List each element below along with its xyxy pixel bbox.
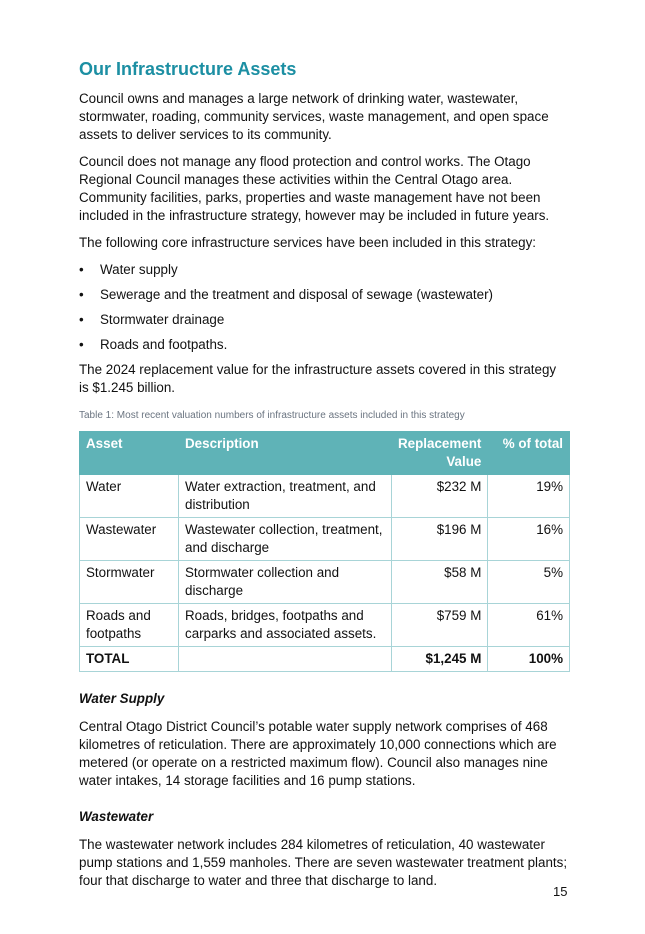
header-percent-total: % of total	[488, 432, 570, 475]
intro-paragraph-2: Council does not manage any flood protection and control works. The Otago Regional Council manages these activities within the Central Otago area. Community facilities, parks, properties and waste management have not been included in the infrastructure strategy, however may be included in future years.	[79, 154, 550, 223]
bullet-icon: •	[79, 337, 84, 352]
bullet-icon: •	[79, 312, 84, 327]
cell-percent: 19%	[488, 475, 570, 518]
list-item	[79, 261, 569, 279]
cell-asset: Wastewater	[80, 518, 179, 561]
list-item	[79, 336, 569, 354]
table-row	[80, 561, 570, 604]
cell-asset: Water	[80, 475, 179, 518]
bullet-icon: •	[79, 287, 84, 302]
cell-total-label: TOTAL	[80, 647, 179, 672]
cell-value: $759 M	[392, 604, 488, 647]
list-item	[79, 311, 569, 329]
table-total-row	[80, 647, 570, 672]
cell-percent: 5%	[488, 561, 570, 604]
list-item	[79, 286, 569, 304]
cell-description: Roads, bridges, footpaths and carparks and associated assets.	[179, 604, 392, 647]
cell-asset: Roads and footpaths	[80, 604, 179, 647]
page-title: Our Infrastructure Assets	[79, 59, 297, 79]
section-text-wastewater: The wastewater network includes 284 kilometres of reticulation, 40 wastewater pump stations and 1,559 manholes. There are seven wastewater treatment plants; four that discharge to water and three that discharge to land.	[79, 837, 568, 888]
intro-paragraph-1: Council owns and manages a large network of drinking water, wastewater, stormwater, roading, community services, waste management, and open space assets to deliver services to its community.	[79, 91, 549, 142]
list-item-text: Stormwater drainage	[100, 312, 225, 327]
page-number: 15	[553, 884, 568, 899]
table-row	[80, 475, 570, 518]
bullet-icon: •	[79, 262, 84, 277]
cell-value: $196 M	[392, 518, 488, 561]
services-list	[79, 261, 569, 354]
header-asset: Asset	[80, 432, 179, 475]
replacement-value-paragraph: The 2024 replacement value for the infrastructure assets covered in this strategy is $1.245 billion.	[79, 362, 557, 395]
cell-percent: 16%	[488, 518, 570, 561]
cell-percent: 61%	[488, 604, 570, 647]
table-header-row	[80, 432, 570, 475]
table-row	[80, 518, 570, 561]
page-content	[79, 58, 569, 899]
table-row	[80, 604, 570, 647]
header-replacement-value: Replacement Value	[392, 432, 488, 475]
cell-value: $232 M	[392, 475, 488, 518]
section-heading-wastewater: Wastewater	[79, 809, 154, 824]
cell-total-percent: 100%	[488, 647, 570, 672]
cell-description: Stormwater collection and discharge	[179, 561, 392, 604]
cell-description: Water extraction, treatment, and distribution	[179, 475, 392, 518]
cell-asset: Stormwater	[80, 561, 179, 604]
cell-total-empty	[179, 647, 392, 672]
list-item-text: Roads and footpaths.	[100, 337, 228, 352]
header-description: Description	[179, 432, 392, 475]
section-heading-water-supply: Water Supply	[79, 691, 165, 706]
valuation-table	[79, 431, 570, 672]
cell-value: $58 M	[392, 561, 488, 604]
intro-paragraph-3: The following core infrastructure services have been included in this strategy:	[79, 235, 537, 250]
cell-total-value: $1,245 M	[392, 647, 488, 672]
section-text-water-supply: Central Otago District Council’s potable water supply network comprises of 468 kilometres of reticulation. There are approximately 10,000 connections which are metered (or operate on a restricted maximum flow). Council also manages nine water intakes, 14 storage facilities and 16 pump stations.	[79, 719, 557, 788]
cell-description: Wastewater collection, treatment, and discharge	[179, 518, 392, 561]
list-item-text: Sewerage and the treatment and disposal of sewage (wastewater)	[100, 287, 494, 302]
table-caption: Table 1: Most recent valuation numbers of infrastructure assets included in this strategy	[79, 410, 465, 421]
list-item-text: Water supply	[100, 262, 178, 277]
